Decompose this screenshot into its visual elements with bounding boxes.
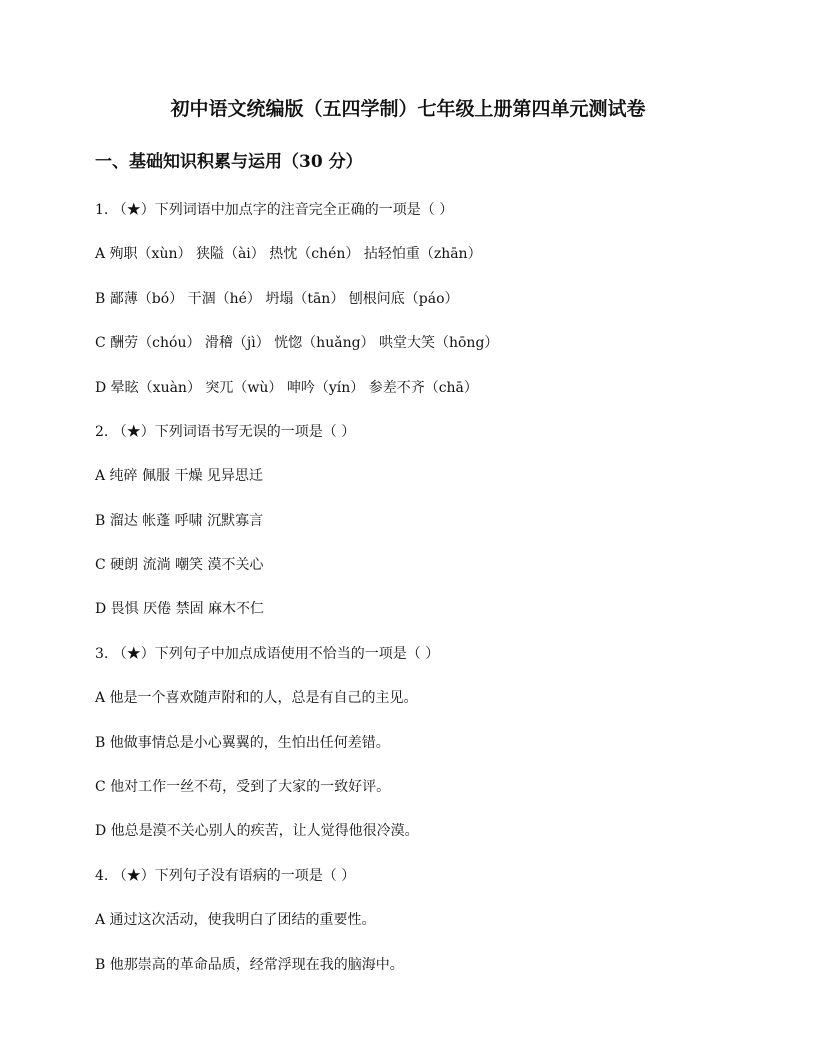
- section-heading: 一、基础知识积累与运用（30 分）: [95, 152, 363, 172]
- question-1-option-a: A 殉职（xùn） 狭隘（ài） 热忱（chén） 拈轻怕重（zhān）: [95, 246, 482, 262]
- question-2-stem: 2. （★）下列词语书写无误的一项是（ ）: [95, 424, 356, 440]
- question-3-option-a: A 他是一个喜欢随声附和的人，总是有自己的主见。: [95, 690, 418, 706]
- question-3-option-d: D 他总是漠不关心别人的疾苦，让人觉得他很冷漠。: [95, 823, 419, 839]
- question-4-option-b: B 他那崇高的革命品质，经常浮现在我的脑海中。: [95, 957, 404, 973]
- question-4-stem: 4. （★）下列句子没有语病的一项是（ ）: [95, 868, 356, 884]
- question-2-option-b: B 溜达 帐蓬 呼啸 沉默寡言: [95, 513, 264, 529]
- question-2-option-c: C 硬朗 流淌 嘲笑 漠不关心: [95, 557, 264, 573]
- question-4-option-a: A 通过这次活动，使我明白了团结的重要性。: [95, 912, 376, 928]
- question-1-stem: 1. （★）下列词语中加点字的注音完全正确的一项是（ ）: [95, 202, 454, 218]
- question-1-option-b: B 鄙薄（bó） 干涸（hé） 坍塌（tān） 刨根问底（páo）: [95, 291, 459, 307]
- question-2-option-a: A 纯碎 佩服 干燥 见异思迁: [95, 468, 263, 484]
- question-3-option-b: B 他做事情总是小心翼翼的，生怕出任何差错。: [95, 735, 390, 751]
- question-2-option-d: D 畏惧 厌倦 禁固 麻木不仁: [95, 601, 265, 617]
- document-title: 初中语文统编版（五四学制）七年级上册第四单元测试卷: [170, 98, 646, 120]
- question-3-stem: 3. （★）下列句子中加点成语使用不恰当的一项是（ ）: [95, 646, 440, 662]
- question-3-option-c: C 他对工作一丝不苟，受到了大家的一致好评。: [95, 779, 391, 795]
- question-1-option-c: C 酬劳（chóu） 滑稽（jì） 恍惚（huǎng） 哄堂大笑（hōng）: [95, 335, 499, 351]
- question-1-option-d: D 晕眩（xuàn） 突兀（wù） 呻吟（yín） 参差不齐（chā）: [95, 380, 478, 396]
